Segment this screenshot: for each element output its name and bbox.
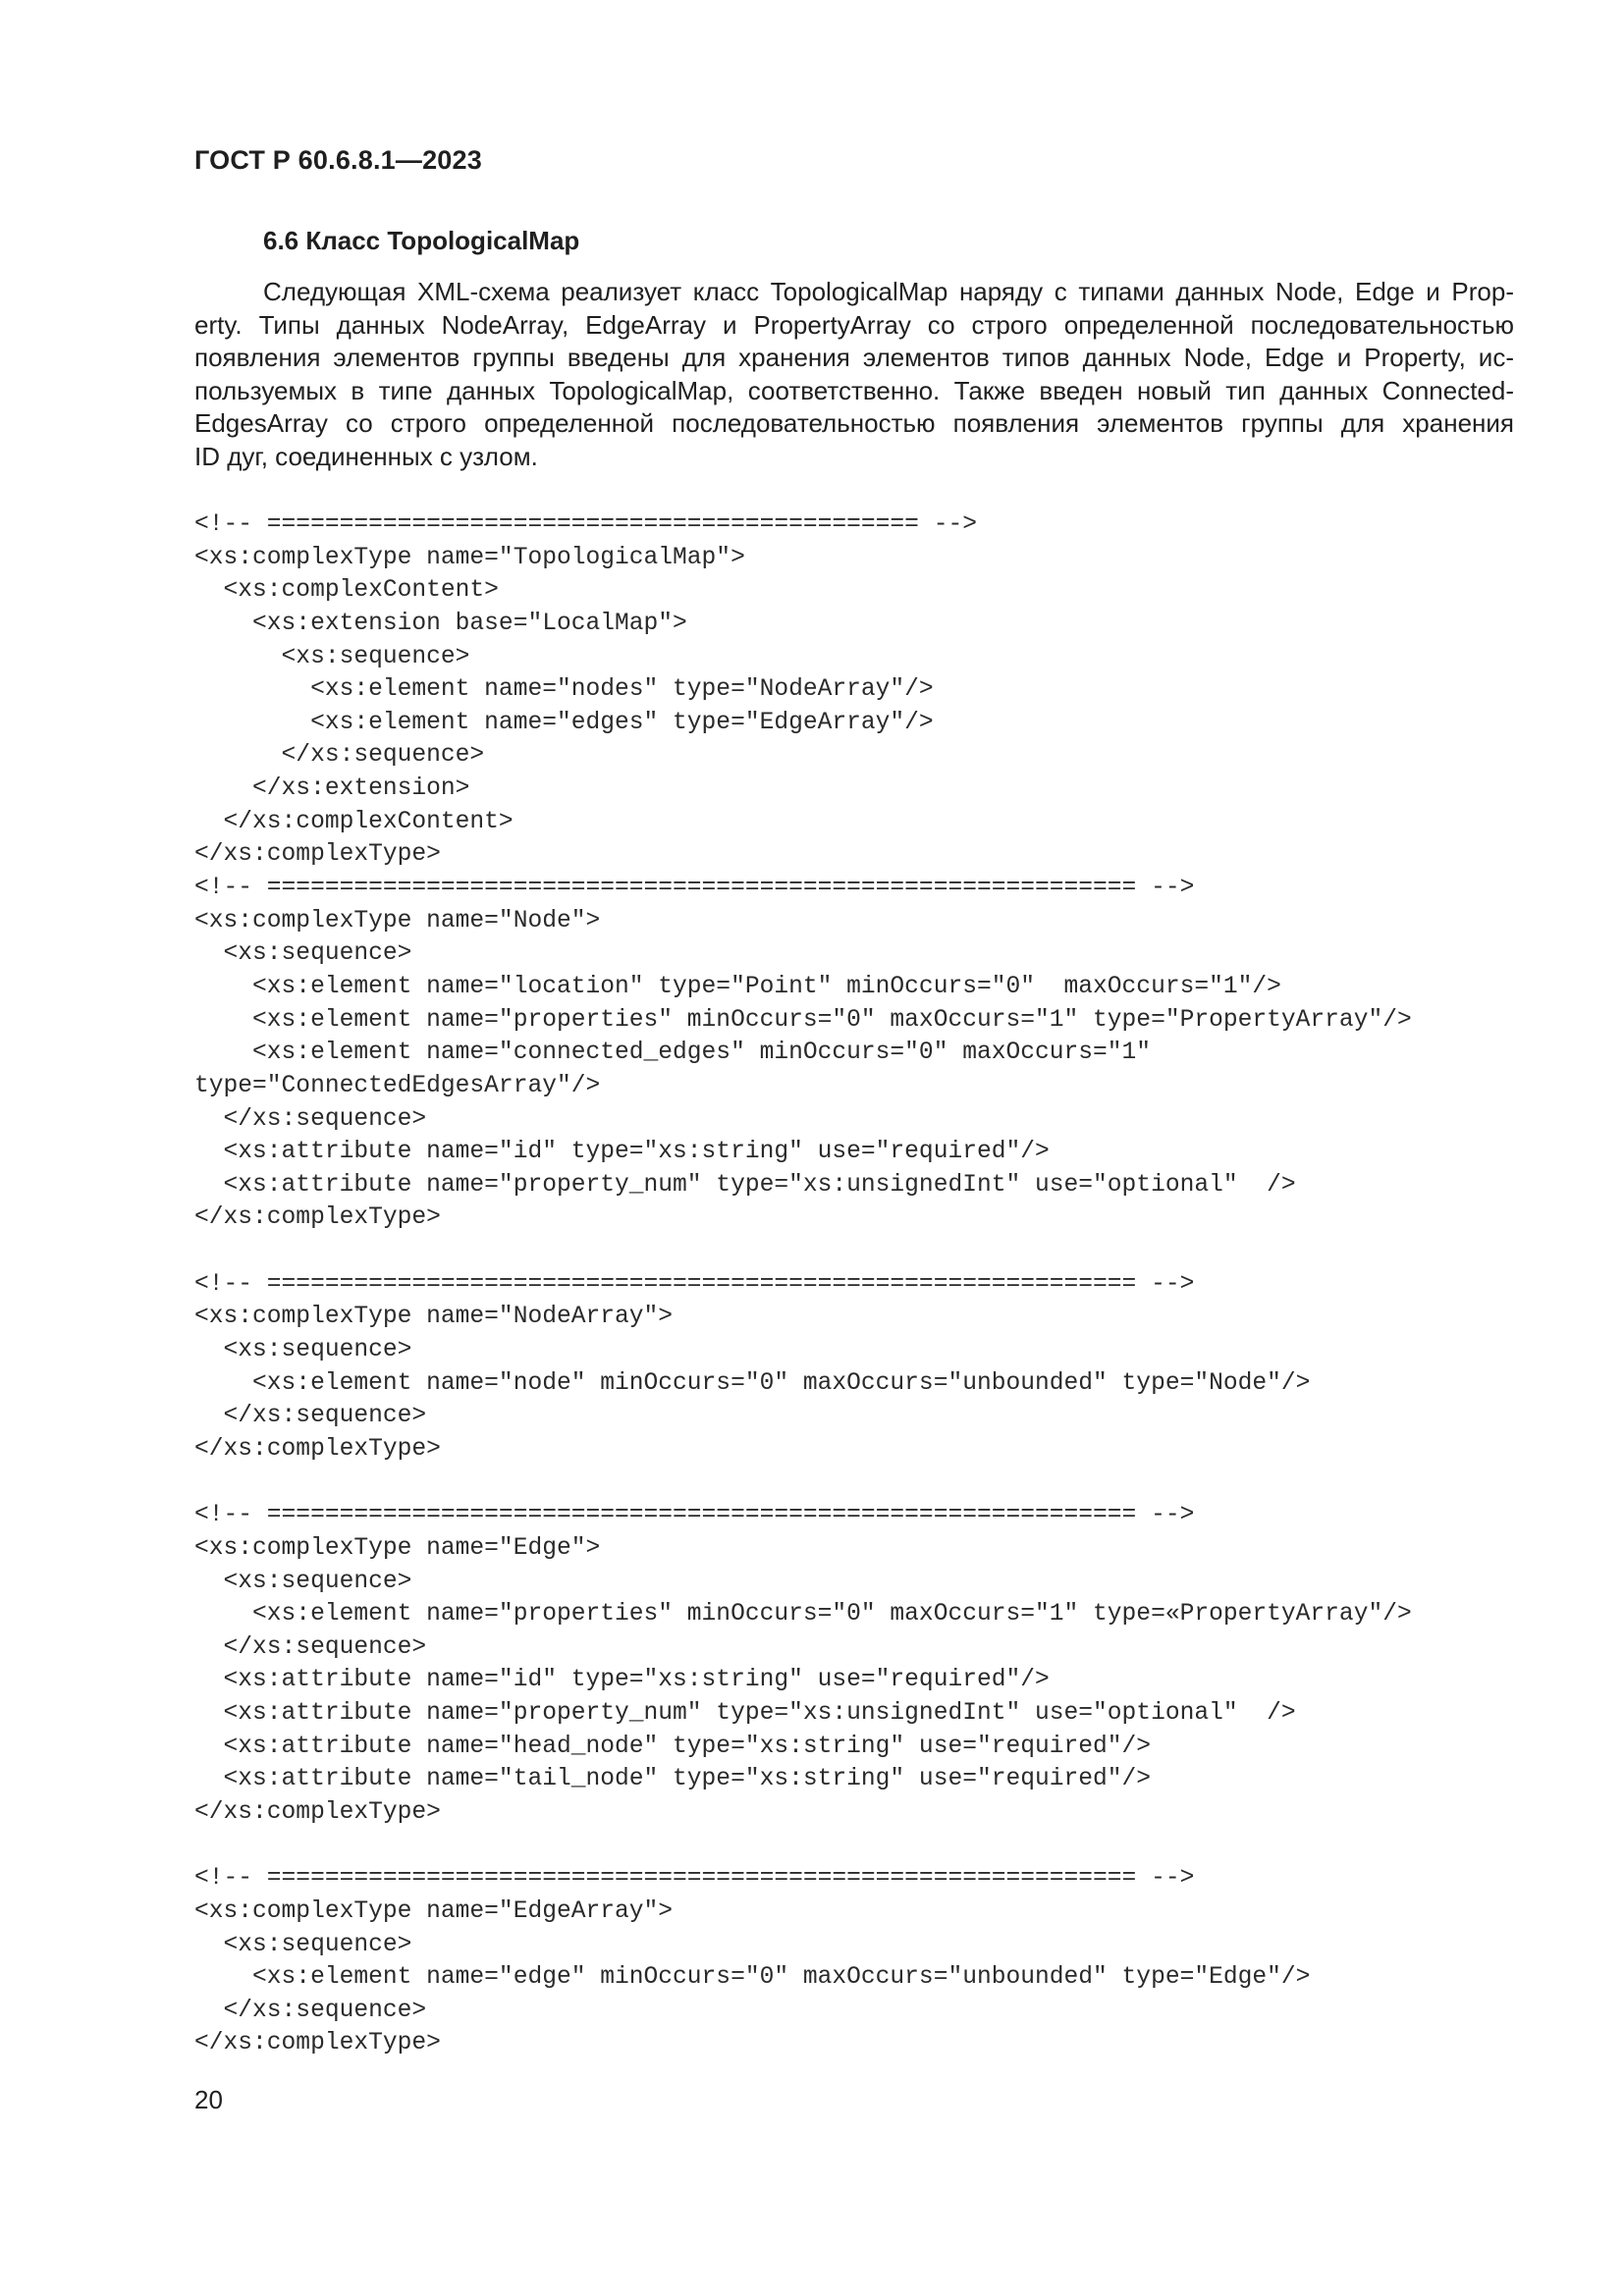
intro-line: появления элементов группы введены для хранения элементов типов данных Node, Edge и Property, ис- — [194, 343, 1514, 372]
code-line: <xs:complexType name="NodeArray"> — [194, 1304, 674, 1331]
code-line: <xs:complexType name="EdgeArray"> — [194, 1897, 674, 1925]
code-line: <xs:element name="edges" type="EdgeArray"/> — [194, 709, 934, 736]
code-line: </xs:sequence> — [194, 1105, 427, 1133]
code-line: <!-- ============================================================ --> — [194, 1270, 1195, 1298]
code-line: </xs:complexType> — [194, 1204, 441, 1232]
code-line: <xs:sequence> — [194, 1337, 412, 1364]
code-line: </xs:sequence> — [194, 1997, 427, 2024]
standard-designation: ГОСТ Р 60.6.8.1—2023 — [194, 145, 482, 175]
code-line — [194, 1467, 1412, 1500]
code-line: type="ConnectedEdgesArray"/> — [194, 1072, 601, 1099]
code-line: <xs:complexContent> — [194, 577, 499, 605]
code-line: </xs:sequence> — [194, 1633, 427, 1661]
code-line: </xs:complexType> — [194, 1435, 441, 1463]
code-line — [194, 1830, 1412, 1863]
code-line: <xs:element name="connected_edges" minOccurs="0" maxOccurs="1" — [194, 1040, 1152, 1067]
code-line: <xs:element name="nodes" type="NodeArray"/> — [194, 676, 934, 704]
code-line: <xs:element name="properties" minOccurs="0" maxOccurs="1" type="PropertyArray"/> — [194, 1006, 1412, 1034]
code-line: </xs:complexType> — [194, 2030, 441, 2057]
code-line: <xs:attribute name="head_node" type="xs:string" use="required"/> — [194, 1733, 1152, 1760]
intro-paragraph — [194, 276, 1514, 473]
code-line: <xs:complexType name="Edge"> — [194, 1534, 601, 1562]
intro-line: ID дуг, соединенных с узлом. — [194, 441, 538, 471]
code-line: </xs:extension> — [194, 775, 470, 803]
code-line: <xs:complexType name="TopologicalMap"> — [194, 544, 745, 571]
code-line — [194, 1235, 1412, 1268]
code-line: <xs:extension base="LocalMap"> — [194, 610, 687, 637]
code-line: </xs:complexType> — [194, 1798, 441, 1826]
code-line: <xs:element name="edge" minOccurs="0" maxOccurs="unbounded" type="Edge"/> — [194, 1964, 1311, 1992]
code-line: </xs:sequence> — [194, 1403, 427, 1430]
xml-schema-listing — [194, 508, 1412, 2060]
page-number: 20 — [194, 2085, 223, 2114]
code-line: <xs:sequence> — [194, 940, 412, 968]
code-line: <!-- ============================================================ --> — [194, 1502, 1195, 1529]
code-line: <xs:element name="properties" minOccurs="0" maxOccurs="1" type=«PropertyArray"/> — [194, 1601, 1412, 1629]
code-line: <xs:attribute name="property_num" type="xs:unsignedInt" use="optional" /> — [194, 1700, 1296, 1728]
code-line: <xs:attribute name="tail_node" type="xs:string" use="required"/> — [194, 1766, 1152, 1793]
intro-line: Следующая XML-схема реализует класс TopologicalMap наряду с типами данных Node, Edge и Prop- — [263, 277, 1514, 306]
code-line: <!-- ============================================= --> — [194, 511, 977, 538]
code-line: <!-- ============================================================ --> — [194, 1865, 1195, 1893]
code-line: <xs:attribute name="id" type="xs:string" use="required"/> — [194, 1667, 1050, 1694]
section-heading: 6.6 Класс TopologicalMap — [263, 226, 580, 255]
code-line: <xs:complexType name="Node"> — [194, 907, 601, 934]
code-line: <xs:sequence> — [194, 1568, 412, 1595]
code-line: <!-- ============================================================ --> — [194, 875, 1195, 902]
code-line: <xs:element name="location" type="Point" minOccurs="0" maxOccurs="1"/> — [194, 973, 1281, 1000]
code-line: <xs:sequence> — [194, 643, 470, 670]
intro-line: erty. Типы данных NodeArray, EdgeArray и PropertyArray со строго определенной последовательностью — [194, 309, 1514, 340]
code-line: <xs:element name="node" minOccurs="0" maxOccurs="unbounded" type="Node"/> — [194, 1369, 1311, 1397]
intro-line: пользуемых в типе данных TopologicalMap, соответственно. Также введен новый тип данных Connected- — [194, 375, 1514, 405]
code-line: </xs:complexContent> — [194, 808, 514, 835]
code-line: </xs:complexType> — [194, 841, 441, 869]
code-line: <xs:sequence> — [194, 1931, 412, 1958]
intro-line: EdgesArray со строго определенной последовательностью появления элементов группы для хранения — [194, 408, 1514, 438]
code-line: </xs:sequence> — [194, 742, 485, 770]
code-line: <xs:attribute name="property_num" type="xs:unsignedInt" use="optional" /> — [194, 1171, 1296, 1199]
code-line: <xs:attribute name="id" type="xs:string" use="required"/> — [194, 1139, 1050, 1166]
